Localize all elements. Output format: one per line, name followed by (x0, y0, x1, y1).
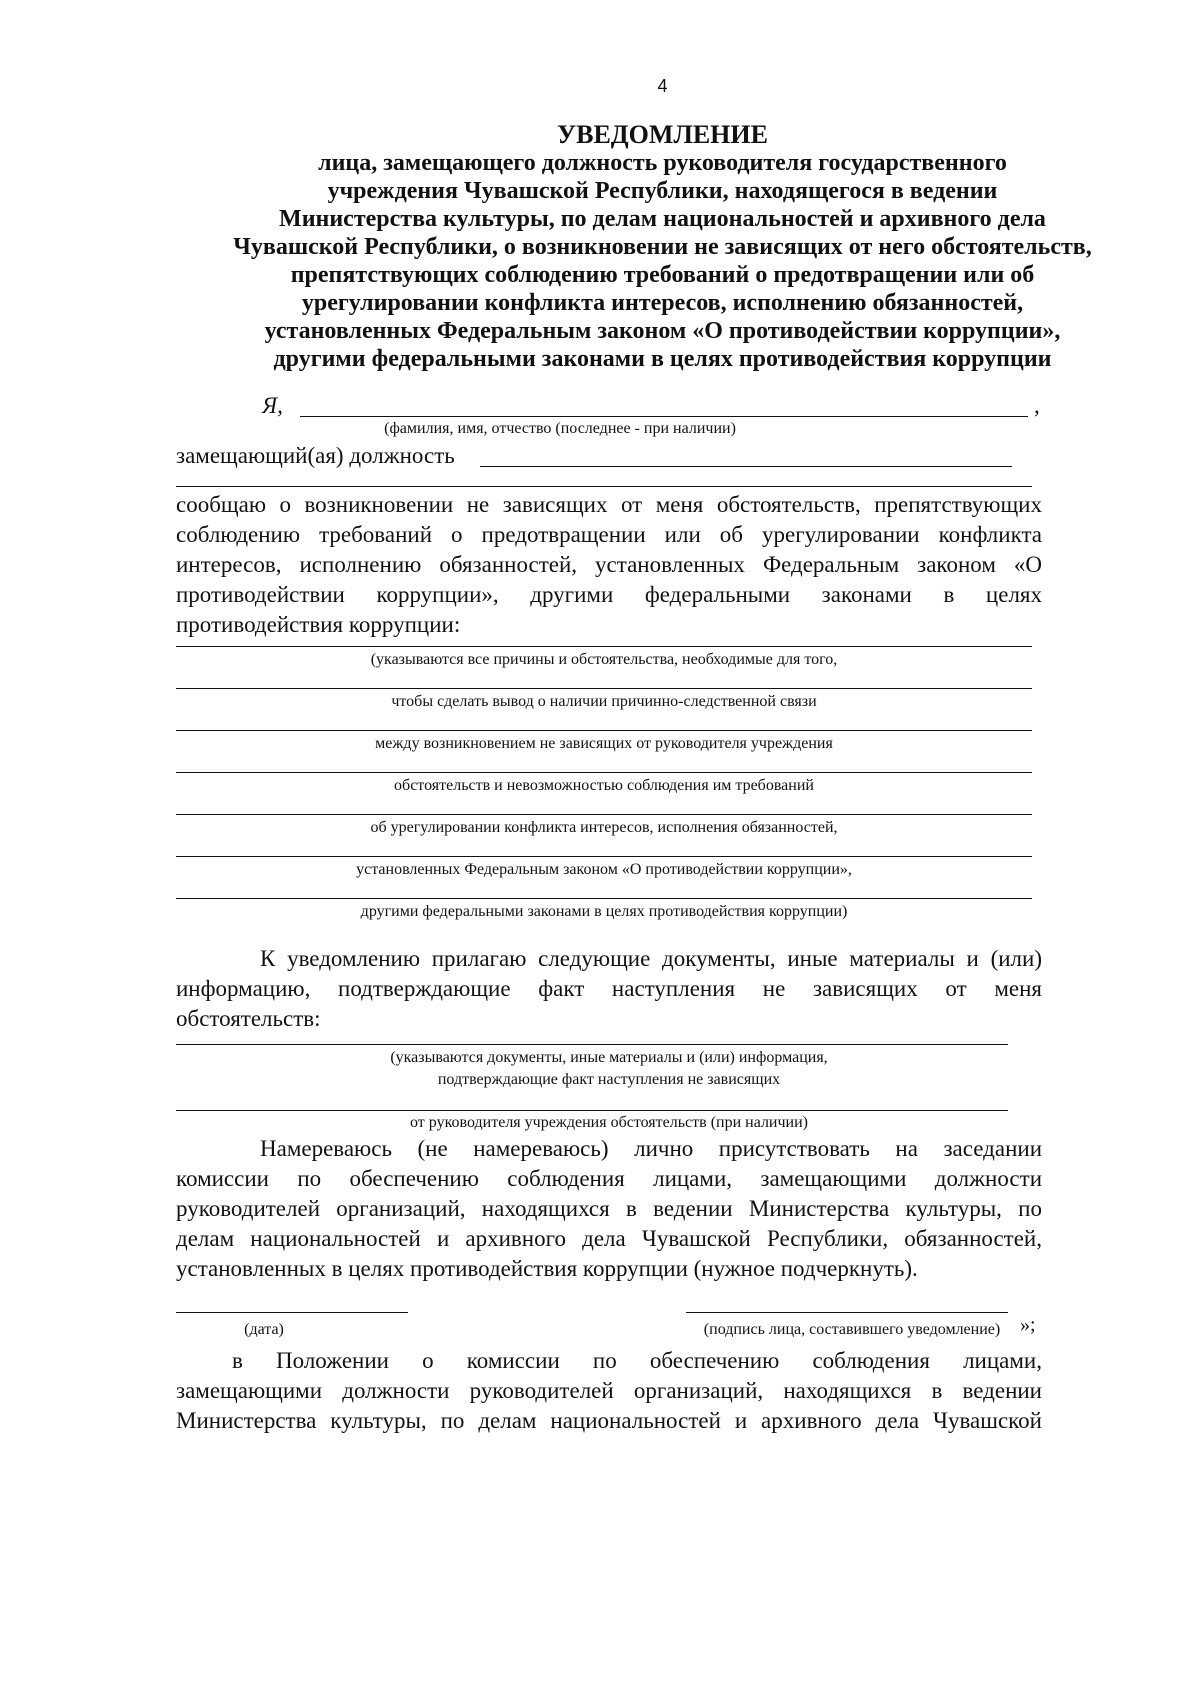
closing-line: Министерства культуры, по делам национальностей и архивного дела Чувашской (176, 1408, 1042, 1433)
title-heading: УВЕДОМЛЕНИЕ (557, 120, 768, 149)
reason-field-line (176, 730, 1032, 731)
intent-line: делам национальностей и архивного дела Чувашской Республики, обязанностей, (176, 1226, 1042, 1251)
date-caption: (дата) (244, 1321, 284, 1338)
signature-field-line (686, 1312, 1008, 1313)
docs-caption: (указываются документы, иные материалы и (или) информация, (390, 1049, 828, 1066)
name-field-line (300, 416, 1028, 417)
intent-line: комиссии по обеспечению соблюдения лицами, замещающими должности (176, 1166, 1042, 1191)
document-title (185, 120, 1140, 380)
reason-caption: об урегулировании конфликта интересов, исполнения обязанностей, (370, 819, 838, 836)
report-paragraph (176, 490, 1042, 640)
intent-paragraph (176, 1134, 1042, 1284)
title-line: Министерства культуры, по делам национальностей и архивного дела (279, 206, 1046, 232)
attachment-paragraph (176, 944, 1042, 1034)
page-number: 4 (657, 76, 668, 96)
report-line: противодействия коррупции: (176, 612, 461, 637)
reason-caption: между возникновением не зависящих от руководителя учреждения (375, 735, 833, 752)
reason-caption: обстоятельств и невозможностью соблюдения им требований (394, 777, 814, 794)
title-line: Чувашской Республики, о возникновении не зависящих от него обстоятельств, (233, 234, 1092, 260)
intent-line: Намереваюсь (не намереваюсь) лично присутствовать на заседании (260, 1136, 1042, 1161)
date-field-line (176, 1312, 408, 1313)
intent-line: руководителей организаций, находящихся в ведении Министерства культуры, по (176, 1196, 1042, 1221)
report-line: соблюдению требований о предотвращении или об урегулировании конфликта (176, 522, 1042, 547)
attach-line: информацию, подтверждающие факт наступления не зависящих от меня (176, 976, 1042, 1001)
reason-field-line (176, 814, 1032, 815)
closing-line: замещающими должности руководителей организаций, находящихся в ведении (176, 1378, 1042, 1403)
reason-caption: чтобы сделать вывод о наличии причинно-следственной связи (391, 693, 817, 710)
reason-field-line (176, 772, 1032, 773)
name-caption: (фамилия, имя, отчество (последнее - при наличии) (384, 420, 736, 437)
docs-caption: от руководителя учреждения обстоятельств (при наличии) (410, 1114, 808, 1131)
reason-field-line (176, 898, 1032, 899)
ya-label: Я, (262, 393, 283, 418)
title-line: учреждения Чувашской Республики, находящегося в ведении (327, 178, 998, 204)
reason-caption: (указываются все причины и обстоятельства, необходимые для того, (370, 651, 838, 668)
title-line: препятствующих соблюдению требований о предотвращении или об (290, 262, 1035, 288)
signature-caption: (подпись лица, составившего уведомление) (703, 1321, 1001, 1338)
position-label: замещающий(ая) должность (176, 443, 455, 468)
reason-caption: другими федеральными законами в целях противодействия коррупции) (360, 903, 848, 920)
title-line: лица, замещающего должность руководителя государственного (318, 150, 1007, 176)
reason-field-line (176, 646, 1032, 647)
report-line: интересов, исполнению обязанностей, установленных Федеральным законом «О (176, 552, 1042, 577)
reason-caption: установленных Федеральным законом «О противодействии коррупции», (356, 861, 852, 878)
position-field-line-2 (176, 486, 1032, 487)
position-field-line (480, 466, 1012, 467)
closing-paragraph (176, 1346, 1042, 1436)
attach-line: обстоятельств: (176, 1006, 321, 1031)
signature-tail: »; (1020, 1314, 1036, 1336)
closing-line: в Положении о комиссии по обеспечению соблюдения лицами, (232, 1348, 1042, 1373)
title-line: установленных Федеральным законом «О противодействии коррупции», (264, 318, 1061, 344)
attach-line: К уведомлению прилагаю следующие документы, иные материалы и (или) (260, 946, 1042, 971)
docs-field-line-2 (176, 1110, 1008, 1111)
reason-field-line (176, 688, 1032, 689)
report-line: противодействии коррупции», другими федеральными законами в целях (176, 582, 1042, 607)
intent-line: установленных в целях противодействия коррупции (нужное подчеркнуть). (176, 1256, 918, 1281)
reason-field-line (176, 856, 1032, 857)
title-line: другими федеральными законами в целях противодействия коррупции (273, 346, 1052, 372)
report-line: сообщаю о возникновении не зависящих от меня обстоятельств, препятствующих (176, 492, 1042, 517)
title-line: урегулировании конфликта интересов, исполнению обязанностей, (301, 290, 1024, 316)
ya-comma: , (1034, 393, 1040, 418)
docs-caption: подтверждающие факт наступления не зависящих (437, 1071, 781, 1088)
docs-field-line (176, 1044, 1008, 1045)
